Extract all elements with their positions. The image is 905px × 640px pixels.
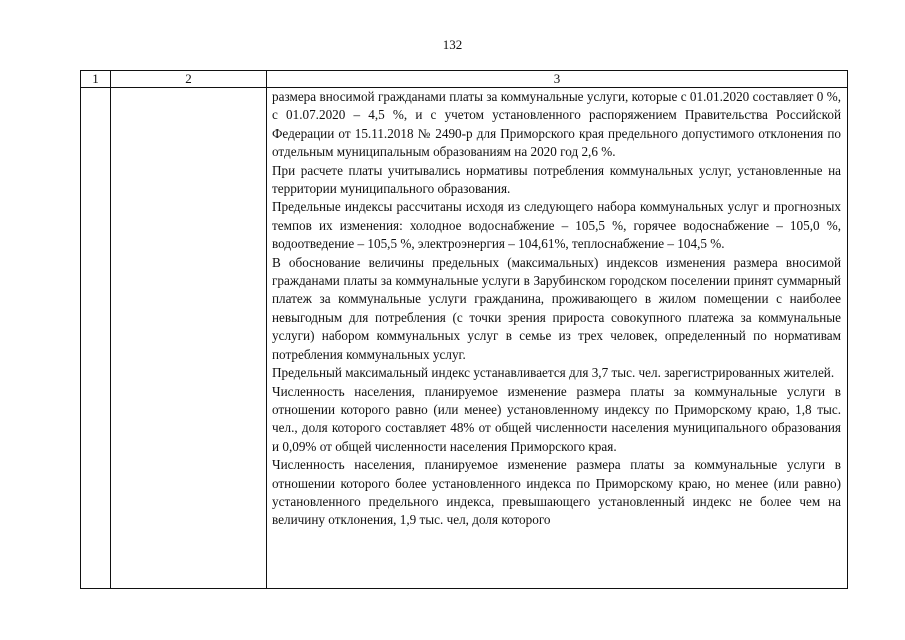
paragraph-6: Численность населения, планируемое изменение размера платы за коммунальные услуги в отношении которого равно (или менее) установленному индексу по Приморскому краю, 1,8 тыс. чел., доля которого составляет 48% от общей численности населения муниципального образования и 0,09% от общей численности населения Приморского края. [272,383,841,454]
cell-column-3 [267,88,848,589]
table-header-row [81,71,848,88]
cell-column-1 [81,88,111,589]
paragraph-4: В обоснование величины предельных (максимальных) индексов изменения размера вносимой гражданами платы за коммунальные услуги в Зарубинском городском поселении принят суммарный платеж за коммунальные услуги гражданина, проживающего в жилом помещении с наиболее невыгодным для потребления (с точки зрения прироста совокупного платежа за коммунальные услуги) набором коммунальных услуг в семье из трех человек, определенный по нормативам потребления коммунальных услуг. [272,254,841,362]
paragraph-1: размера вносимой гражданами платы за коммунальные услуги, которые с 01.01.2020 составляет 0 %, с 01.07.2020 – 4,5 %, и с учетом установленного распоряжением Правительства Российской Федерации от 15.11.2018 № 2490-р для Приморского края предельного допустимого отклонения по отдельным муниципальным образованиям на 2020 год 2,6 %. [272,89,841,160]
paragraph-5: Предельный максимальный индекс устанавливается для 3,7 тыс. чел. зарегистрированных жителей. [272,365,835,381]
page-number: 132 [442,37,463,52]
paragraph-2: При расчете платы учитывались нормативы потребления коммунальных услуг, установленные на территории муниципального образования. [272,162,841,197]
paragraph-3: Предельные индексы рассчитаны исходя из следующего набора коммунальных услуг и прогнозных темпов их изменения: холодное водоснабжение – 105,5 %, горячее водоснабжение – 105,0 %, водоотведение – 105,5 %, электроэнергия – 104,61%, теплоснабжение – 104,5 %. [272,199,841,252]
column-header-2: 2 [111,71,267,88]
column-header-3: 3 [267,71,848,88]
paragraph-7: Численность населения, планируемое изменение размера платы за коммунальные услуги в отношении которого более установленного индекса по Приморскому краю, но менее (или равно) установленного предельного индекса, превышающего установленный индекс не более чем на величину отклонения, 1,9 тыс. чел, доля которого [272,457,841,528]
cell-column-2 [111,88,267,589]
document-table [80,70,848,589]
table-row [81,88,848,589]
column-header-1: 1 [81,71,111,88]
